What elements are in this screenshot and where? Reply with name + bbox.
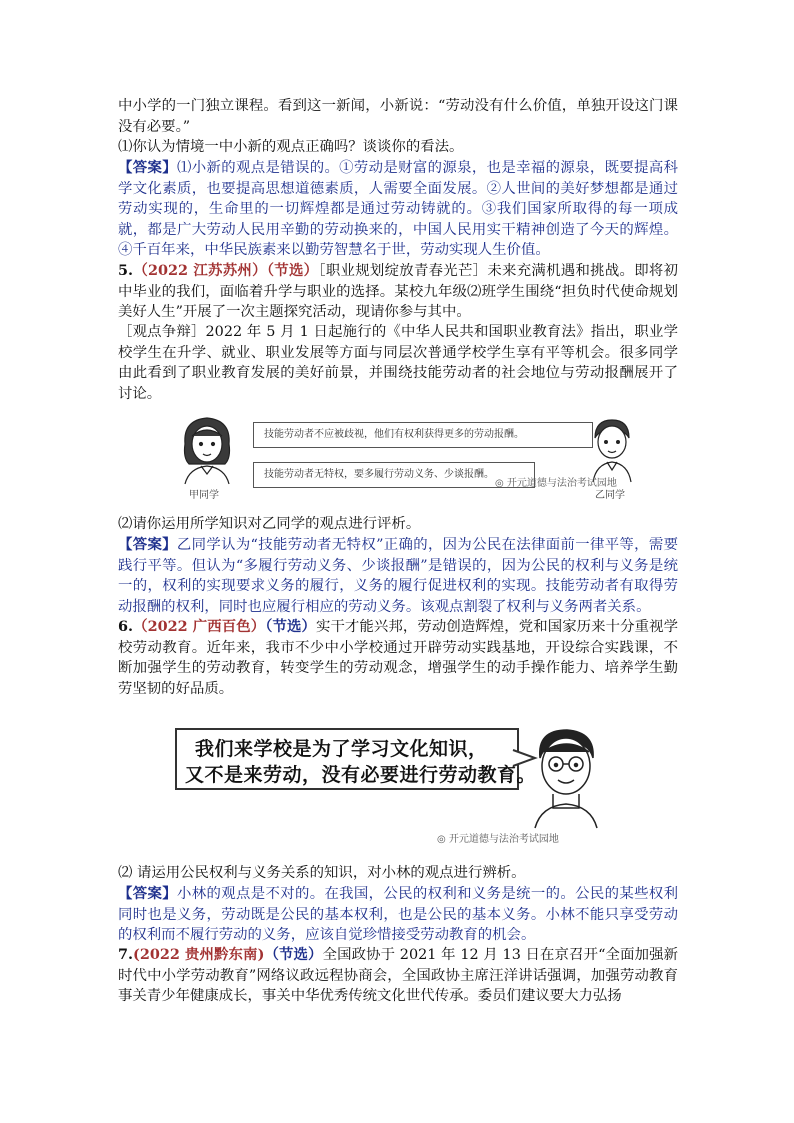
viewpoint-debate <box>118 322 678 404</box>
answer-5-text: 乙同学认为“技能劳动者无特权”正确的，因为公民在法律面前一律平等，需要践行平等。但认为“多履行劳动义务、少谈报酬”是错误的，因为公民的权利与义务是统一的，权利的实现要求义务的履行，义务的履行促进权利的实现。技能劳动者有取得劳动报酬的权利，同时也应履行相应的劳动义务。该观点割裂了权利与义务两者关系。 <box>118 537 678 615</box>
question-7-source-tail: （节选） <box>264 946 323 963</box>
question-6 <box>118 617 678 699</box>
intro-text-content: 中小学的一门独立课程。看到这一新闻，小新说：“劳动没有什么价值，单独开设这门课没有必要。” <box>118 98 678 135</box>
answer-1-text: ⑴小新的观点是错误的。①劳动是财富的源泉，也是幸福的源泉，既要提高科学文化素质，也要提高思想道德素质，人需要全面发展。②人世间的美好梦想都是通过劳动实现的，生命里的一切辉煌都是通过劳动铸就的。③我们国家所取得的每一项成就，都是广大劳动人民用辛勤的劳动换来的，中国人民用实干精神创造了今天的辉煌。④千百年来，中华民族素来以勤劳智慧名于世，劳动实现人生价值。 <box>118 160 678 258</box>
girl-student-figure <box>185 418 230 484</box>
answer-tag: 【答案】 <box>118 536 177 553</box>
question-5-text: ［职业规划绽放青春光芒］未来充满机遇和挑战。即将初中毕业的我们，面临着升学与职业的选择。某校九年级⑵班学生围绕“担负时代使命规划美好人生”开展了一次主题探究活动，现请你参与其中。 <box>118 263 678 320</box>
watermark-1-text: 开元道德与法治考试园地 <box>506 478 617 489</box>
boy-student-figure <box>593 420 631 482</box>
answer-6 <box>118 884 678 946</box>
question-6-source-tail: （节选） <box>265 618 316 635</box>
speech-line-1: 我们来学校是为了学习文化知识， <box>195 738 488 760</box>
question-6-sub <box>118 863 678 884</box>
question-5-number: 5. <box>118 262 134 279</box>
xiaolin-comic <box>175 728 615 846</box>
watermark-1 <box>495 474 617 489</box>
question-6-sub-text: ⑵ 请运用公民权利与义务关系的知识，对小林的观点进行辨析。 <box>118 865 526 881</box>
question-1-text: ⑴你认为情境一中小新的观点正确吗？谈谈你的看法。 <box>118 139 464 155</box>
answer-tag: 【答案】 <box>118 159 177 176</box>
question-6-source: （2022 广西百色） <box>133 618 266 635</box>
question-5-source: （2022 江苏苏州）（节选） <box>133 262 319 279</box>
speech-bubble-top-text: 技能劳动者不应被歧视，他们有权利获得更多的劳动报酬。 <box>264 429 524 440</box>
speech-line-2: 又不是来劳动，没有必要进行劳动教育。 <box>185 764 537 786</box>
watermark-2 <box>437 830 559 845</box>
question-7 <box>118 945 678 1007</box>
bubble-tail-icon <box>513 750 535 766</box>
question-7-number: 7. <box>118 946 134 963</box>
speech-bubble-top <box>253 422 593 448</box>
student-a-label: 甲同学 <box>189 490 219 501</box>
question-6-number: 6. <box>118 618 134 635</box>
question-7-source: (2022 贵州黔东南) <box>133 946 265 963</box>
speech-bubble-bottom-text: 技能劳动者无特权，要多履行劳动义务、少谈报酬。 <box>264 469 494 480</box>
xiaolin-figure <box>535 730 597 828</box>
watermark-2-text: 开元道德与法治考试园地 <box>448 834 559 845</box>
answer-tag: 【答案】 <box>118 885 177 902</box>
answer-6-text: 小林的观点是不对的。在我国，公民的权利和义务是统一的。公民的某些权利同时也是义务，劳动既是公民的基本权利，也是公民的基本义务。小林不能只享受劳动的权利而不履行劳动的义务，应该自觉珍惜接受劳动教育的机会。 <box>118 886 678 943</box>
viewpoint-debate-text: ［观点争辩］2022 年 5 月 1 日起施行的《中华人民共和国职业教育法》指出，职业学校学生在升学、就业、职业发展等方面与同层次普通学校学生享有平等机会。很多同学由此看到了职业教育发展的美好前景，并围绕技能劳动者的社会地位与劳动报酬展开了讨论。 <box>118 324 678 402</box>
speech-bubble-bottom <box>253 462 535 488</box>
answer-1 <box>118 158 678 261</box>
debate-illustration <box>175 412 645 504</box>
xiaolin-drawing <box>175 728 615 846</box>
student-b-label: 乙同学 <box>595 490 625 501</box>
question-5-sub-text: ⑵请你运用所学知识对乙同学的观点进行评析。 <box>118 516 421 532</box>
question-6-text: 实干才能兴邦，劳动创造辉煌，党和国家历来十分重视学校劳动教育。近年来，我市不少中小学校通过开辟劳动实践基地，开设综合实践课，不断加强学生的劳动教育，转变学生的劳动观念，增强学生的动手操作能力、培养学生勤劳坚韧的好品质。 <box>118 619 678 697</box>
question-1 <box>118 137 678 158</box>
question-5 <box>118 261 678 323</box>
intro-text <box>118 96 678 137</box>
watermark-logo-icon: ◎ <box>495 478 504 489</box>
question-5-sub <box>118 514 678 535</box>
question-7-text: 全国政协于 2021 年 12 月 13 日在京召开“全面加强新时代中小学劳动教育”网络议政远程协商会，全国政协主席汪洋讲话强调，加强劳动教育事关青少年健康成长，事关中华优秀传统文化世代传承。委员们建议要大力弘扬 <box>118 947 678 1004</box>
answer-5 <box>118 535 678 617</box>
watermark-logo-icon: ◎ <box>437 834 446 845</box>
